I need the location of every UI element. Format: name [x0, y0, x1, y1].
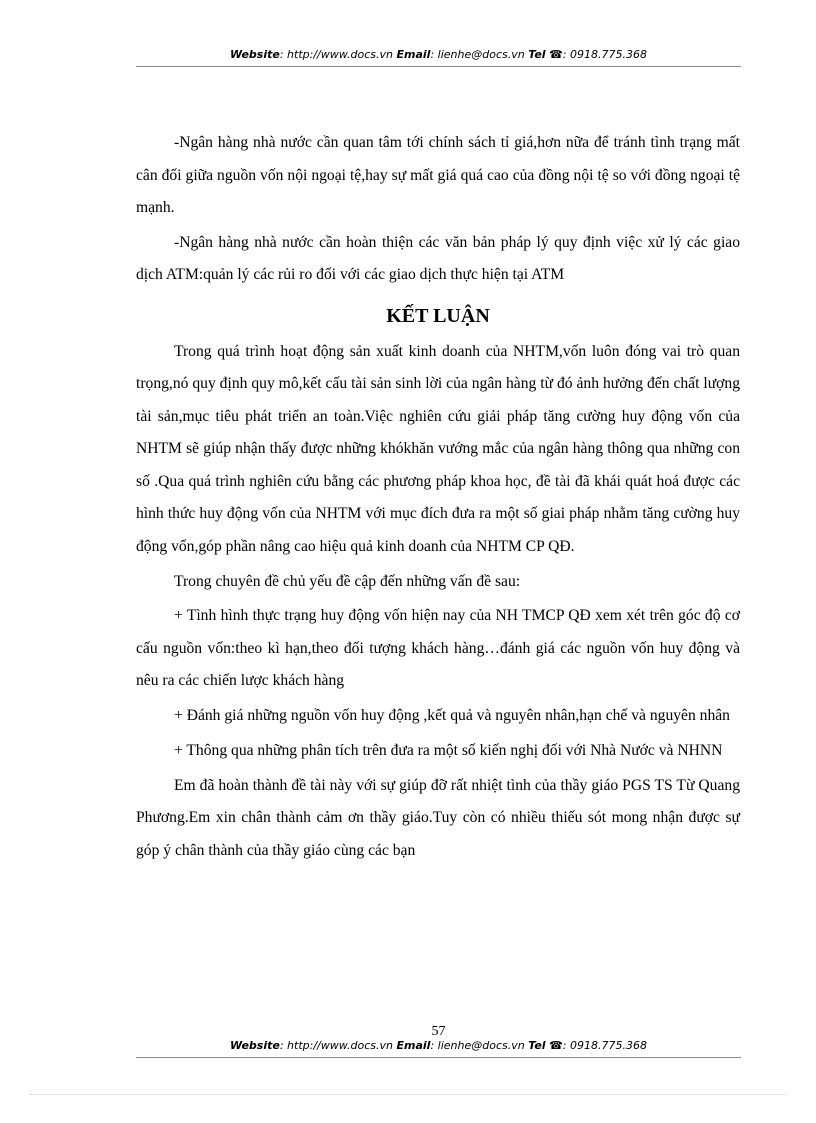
website-label: Website — [230, 48, 280, 61]
paragraph: + Đánh giá những nguồn vốn huy động ,kết quả và nguyên nhân,hạn chế và nguyên nhân — [174, 707, 730, 725]
email-link[interactable]: : lienhe@docs.vn — [430, 48, 525, 61]
website-link[interactable]: : http://www.docs.vn — [279, 1039, 394, 1052]
paragraph: + Thông qua những phân tích trên đưa ra một số kiến nghị đối với Nhà Nước và NHNN — [174, 741, 723, 759]
page-edge — [30, 1094, 786, 1095]
page-footer — [136, 1039, 741, 1052]
header-rule — [136, 66, 741, 67]
website-label: Website — [230, 1039, 280, 1052]
email-link[interactable]: : lienhe@docs.vn — [430, 1039, 525, 1052]
email-label: Email — [396, 48, 431, 61]
email-label: Email — [396, 1039, 431, 1052]
paragraph: Em đã hoàn thành đề tài này với sự giúp đỡ rất nhiệt tình của thầy giáo PGS TS Từ Quang Phương.Em xin chân thành cảm ơn thầy giáo.Tuy còn có nhiều thiếu sót mong nhận được sự góp ý chân thành của thầy giáo cùng các bạn — [136, 776, 740, 859]
phone-icon: ☎ — [549, 1039, 563, 1052]
document-body — [136, 127, 740, 870]
tel-value: : 0918.775.368 — [562, 48, 647, 61]
tel-label: Tel — [528, 48, 546, 61]
paragraph: + Tình hình thực trạng huy động vốn hiện nay của NH TMCP QĐ xem xét trên góc độ cơ cấu nguồn vốn:theo kì hạn,theo đối tượng khách hàng…đánh giá các nguồn vốn huy động và nêu ra các chiến lược khách hàng — [136, 607, 740, 690]
paragraph: Trong quá trình hoạt động sản xuất kinh doanh của NHTM,vốn luôn đóng vai trò quan trọng,nó quy định quy mô,kết cấu tài sản sinh lời của ngân hàng từ đó ảnh hưởng đến chất lượng tài sản,mục tiêu phát triển an toàn.Việc nghiên cứu giải pháp tăng cường huy động vốn của NHTM sẽ giúp nhận thấy được những khókhăn vướng mắc của ngân hàng thông qua những con số .Qua quá trình nghiên cứu bằng các phương pháp khoa học, đề tài đã khái quát hoá được các hình thức huy động vốn của NHTM với mục đích đưa ra một số giai pháp nhằm tăng cường huy động vốn,góp phần nâng cao hiệu quả kinh doanh của NHTM CP QĐ. — [136, 342, 740, 555]
paragraph: Trong chuyên đề chủ yếu đề cập đến những vấn đề sau: — [174, 572, 521, 590]
page-header — [136, 48, 741, 61]
section-title: KẾT LUẬN — [386, 304, 490, 327]
website-link[interactable]: : http://www.docs.vn — [279, 48, 394, 61]
tel-value: : 0918.775.368 — [562, 1039, 647, 1052]
footer-rule — [136, 1057, 741, 1058]
tel-label: Tel — [528, 1039, 546, 1052]
paragraph: -Ngân hàng nhà nước cần quan tâm tới chính sách tỉ giá,hơn nữa để tránh tình trạng mất cân đối giữa nguồn vốn nội ngoại tệ,hay sự mất giá quá cao của đồng nội tệ so với đồng ngoại tệ mạnh. — [136, 134, 740, 216]
page-number: 57 — [431, 1024, 446, 1039]
phone-icon: ☎ — [549, 48, 563, 61]
paragraph: -Ngân hàng nhà nước cần hoàn thiện các văn bản pháp lý quy định việc xử lý các giao dịch ATM:quản lý các rủi ro đối với các giao dịch thực hiện tại ATM — [136, 233, 740, 284]
